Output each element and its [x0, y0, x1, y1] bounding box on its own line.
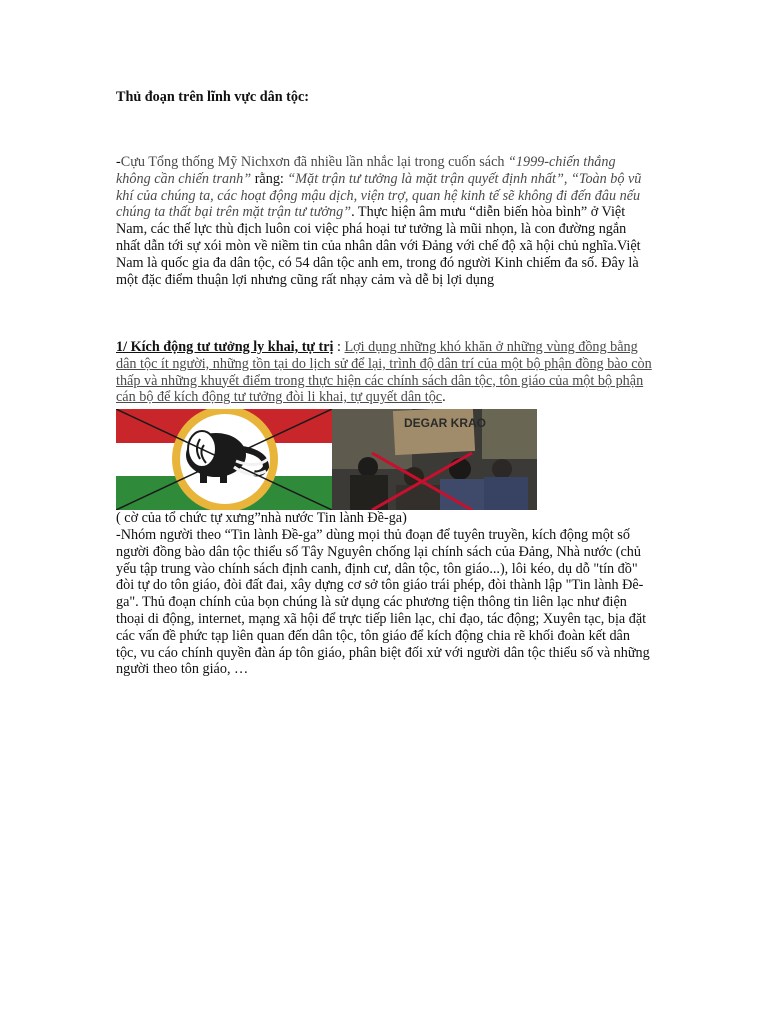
dash: - [116, 154, 121, 170]
image-caption: ( cờ của tổ chức tự xưng”nhà nước Tin lành Đề-ga) [116, 510, 407, 526]
sign-text: DEGAR KRAO [404, 416, 487, 430]
paragraph-intro [116, 154, 652, 288]
book-title: “1999-chiến thắng không cần chiến tranh” [116, 154, 616, 187]
intro-text: Cựu Tổng thống Mỹ Nichxơn đã nhiều lần nhắc lại trong cuốn sách [120, 154, 509, 170]
protest-image [332, 409, 537, 510]
flag-image [116, 409, 332, 510]
paragraph-dega: -Nhóm người theo “Tin lành Đề-ga” dùng mọi thủ đoạn để tuyên truyền, kích động một số người đồng bào dân tộc thiểu số Tây Nguyên chống lại chính sách của Đảng, Nhà nước (chủ yếu tập trung vào chính sách định canh, định cư, dân tộc, tôn giáo...), lôi kéo, dụ dỗ "tín đồ" đòi tự do tôn giáo, đòi đất đai, xây dựng cơ sở tôn giáo trái phép, đòi thành lập "Tin lành Đê-ga". Thủ đoạn chính của bọn chúng là sử dụng các phương tiện thông tin liên lạc như điện thoại di động, internet, mạng xã hội để trực tiếp liên lạc, chỉ đạo, tác động; Xuyên tạc, bịa đặt các vấn đề phức tạp liên quan đến dân tộc, tôn giáo để kích động chia rẽ khối đoàn kết dân tộc, vu cáo chính quyền đàn áp tôn giáo, phân biệt đối xử với người dân tộc thiểu số và những người theo tôn giáo, … [116, 527, 650, 678]
intro-text-2: rằng: [251, 170, 288, 187]
intro-text-3: . Thực hiện âm mưu “diễn biến hòa bình” ở Việt Nam, các thế lực thù địch luôn coi việc phá hoại tư tưởng là mũi nhọn, là con đường ngắn nhất dẫn tới sự xói mòn về niềm tin của nhân dân với Đảng với chế độ xã hội chủ nghĩa.Việt Nam là quốc gia đa dân tộc, có 54 dân tộc anh em, trong đó người Kinh chiếm đa số. Đây là một đặc điểm thuận lợi nhưng cũng rất nhạy cảm và dễ bị lợi dụng [116, 204, 641, 288]
colon: : [333, 339, 345, 355]
separatism-text: Lợi dụng những khó khăn ở những vùng đồng bằng dân tộc ít người, những tồn tại do lịch sử để lại, trình độ dân trí của một bộ phận đồng bào còn thấp và những khuyết điểm trong thực hiện các chính sách dân tộc, tôn giáo của một bộ phận cán bộ để kích động tư tưởng đòi li khai, tự quyết dân tộc [116, 339, 652, 406]
flag-graphic [116, 409, 332, 510]
protest-graphic [332, 409, 537, 510]
section-heading: Thủ đoạn trên lĩnh vực dân tộc: [116, 89, 309, 105]
nixon-quote: “Mặt trận tư tưởng là mặt trận quyết định nhất”, “Toàn bộ vũ khí của chúng ta, các hoạt động mậu dịch, viện trợ, quan hệ kinh tế sẽ không đi đến đâu nếu chúng ta thất bại trên mặt trận tư tưởng” [116, 170, 642, 221]
period: . [442, 389, 446, 406]
paragraph-separatism [116, 339, 652, 406]
subheading-separatism: 1/ Kích động tư tưởng ly khai, tự trị [116, 339, 334, 355]
